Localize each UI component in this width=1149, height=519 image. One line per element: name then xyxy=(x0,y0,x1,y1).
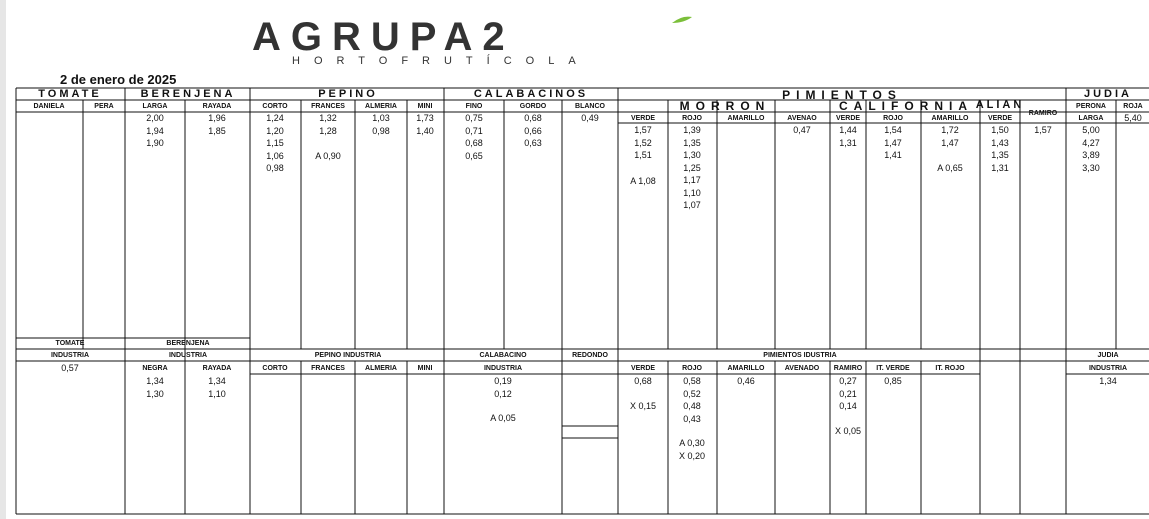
sub-morron-verde: VERDE xyxy=(630,115,656,122)
header-judia: JUDIA xyxy=(1083,88,1133,100)
ind-sub-judia: INDUSTRIA xyxy=(1088,365,1128,372)
value-pepino-frances: A 0,90 xyxy=(315,151,341,161)
ind-value-calabacino: A 0,05 xyxy=(490,413,516,423)
sub-california-amarillo: AMARILLO xyxy=(931,115,969,122)
ind-value-verde: X 0,15 xyxy=(629,401,657,411)
value-judia-perona: 4,27 xyxy=(1082,137,1100,148)
value-pepino-corto: 1,24 xyxy=(266,113,284,123)
value-judia-roja: 5,40 xyxy=(1124,113,1142,123)
value-california-verde: 1,44 xyxy=(839,125,857,135)
value-calabacin-gordo: 0,68 xyxy=(524,113,542,123)
ind-value-verde: 0,68 xyxy=(634,376,652,386)
ind-sub-itverde: IT. VERDE xyxy=(876,365,910,372)
value-morron-verde: 1,51 xyxy=(634,150,652,160)
value-alian-verde: 1,35 xyxy=(991,150,1009,160)
ind-sub-avenao: AVENADO xyxy=(784,365,820,372)
ind-calabacino-title: CALABACINO xyxy=(479,352,527,359)
sub-blanco: BLANCO xyxy=(575,103,605,110)
value-morron-rojo: 1,25 xyxy=(683,162,701,173)
value-pepino-almeria: 1,03 xyxy=(372,113,390,123)
value-california-amarillo: A 0,65 xyxy=(937,163,963,173)
sub-perona: PERONA xyxy=(1076,103,1106,110)
sub-california-rojo: ROJO xyxy=(883,115,903,122)
sub-almeria: ALMERIA xyxy=(365,103,397,110)
value-berenjena-rayada: 1,85 xyxy=(208,125,226,136)
ind-sub-rojo: ROJO xyxy=(682,365,702,372)
value-ramiro: 1,57 xyxy=(1034,125,1052,135)
value-california-rojo: 1,47 xyxy=(884,137,902,148)
sub-judia-larga: LARGA xyxy=(1078,115,1104,122)
value-calabacin-fino: 0,65 xyxy=(465,150,483,161)
ind-sub-calabacino: INDUSTRIA xyxy=(483,365,523,372)
ind-value-rojo: A 0,30 xyxy=(679,438,705,448)
ind-value-amarillo: 0,46 xyxy=(737,376,755,386)
value-pepino-mini: 1,73 xyxy=(416,113,434,123)
value-calabacin-gordo: 0,66 xyxy=(524,125,542,136)
ind-value-calabacino: 0,12 xyxy=(494,388,512,399)
value-morron-verde: 1,57 xyxy=(634,125,652,135)
sub-morron-amarillo: AMARILLO xyxy=(727,115,765,122)
ind-value-itverde: 0,85 xyxy=(884,376,902,386)
value-morron-rojo: 1,10 xyxy=(683,187,701,198)
ind-value-rayada: 1,10 xyxy=(208,388,226,399)
ind-berenjena-title: BERENJENA xyxy=(166,340,210,347)
ind-pimientos-title: PIMIENTOS IDUSTRIA xyxy=(763,352,837,359)
sub-rayada: RAYADA xyxy=(202,103,232,110)
ind-value-rojo: X 0,20 xyxy=(678,451,706,461)
value-judia-perona: 3,89 xyxy=(1082,150,1100,160)
sub-alian-verde: VERDE xyxy=(987,115,1013,122)
sub-california-verde: VERDE xyxy=(835,115,861,122)
ind-value-rayada: 1,34 xyxy=(208,376,226,386)
value-morron-rojo: 1,07 xyxy=(683,200,701,210)
value-berenjena-larga: 1,94 xyxy=(146,125,164,136)
ind-sub-itrojo: IT. ROJO xyxy=(935,365,965,372)
value-pepino-corto: 1,20 xyxy=(266,125,284,136)
value-morron-rojo: 1,35 xyxy=(683,137,701,148)
sub-pera: PERA xyxy=(94,103,114,110)
value-morron-verde: A 1,08 xyxy=(630,176,656,186)
ind-value-ramiro: 0,21 xyxy=(839,388,857,399)
value-pepino-mini: 1,40 xyxy=(416,125,434,136)
value-morron-rojo: 1,17 xyxy=(683,175,701,185)
report-date: 2 de enero de 2025 xyxy=(60,72,177,87)
header-alian: ALIAN xyxy=(975,99,1025,111)
ind-value-negra: 1,34 xyxy=(146,376,164,386)
ind-sub-verde: VERDE xyxy=(630,365,656,372)
sub-mini: MINI xyxy=(417,103,433,110)
value-california-amarillo: 1,47 xyxy=(941,137,959,148)
ind-tomate-title: TOMATE xyxy=(55,340,85,347)
value-morron-rojo: 1,39 xyxy=(683,125,701,135)
value-california-amarillo: 1,72 xyxy=(941,125,959,135)
ind-value-ramiro: X 0,05 xyxy=(834,426,862,436)
ind-sub-ramiro: RAMIRO xyxy=(833,365,863,372)
ind-sub-corto: CORTO xyxy=(262,365,288,372)
value-judia-perona: 3,30 xyxy=(1082,162,1100,173)
ind-value-negra: 1,30 xyxy=(146,388,164,399)
header-pimientos: PIMIENTOS xyxy=(782,88,902,102)
sub-morron-rojo: ROJO xyxy=(682,115,702,122)
sub-morron-avenao: AVENAO xyxy=(787,115,817,122)
value-california-rojo: 1,54 xyxy=(884,125,902,135)
value-calabacin-gordo: 0,63 xyxy=(524,138,542,148)
ind-value-rojo: 0,58 xyxy=(683,376,701,386)
value-california-verde: 1,31 xyxy=(839,137,857,148)
value-berenjena-larga: 2,00 xyxy=(146,113,164,123)
ind-value-judia: 1,34 xyxy=(1099,376,1117,386)
sub-frances: FRANCES xyxy=(311,103,345,110)
value-morron-rojo: 1,30 xyxy=(683,150,701,160)
header-morron: MORRON xyxy=(679,99,771,113)
ind-sub-frances: FRANCES xyxy=(311,365,345,372)
sub-larga: LARGA xyxy=(142,103,168,110)
ind-value-rojo: 0,43 xyxy=(683,413,701,424)
ind-judia-title: JUDIA xyxy=(1097,352,1119,359)
sub-roja: ROJA xyxy=(1123,103,1143,110)
value-pepino-frances: 1,28 xyxy=(319,125,337,136)
ind-sub-almeria: ALMERIA xyxy=(365,365,397,372)
value-alian-verde: 1,50 xyxy=(991,125,1009,135)
ind-tomate-sub: INDUSTRIA xyxy=(50,352,90,359)
value-morron-avenao: 0,47 xyxy=(793,125,811,135)
value-pepino-almeria: 0,98 xyxy=(372,125,390,136)
header-calabacinos: CALABACINOS xyxy=(473,88,589,100)
value-alian-verde: 1,31 xyxy=(991,162,1009,173)
ind-sub-rayada: RAYADA xyxy=(202,365,232,372)
header-california: CALIFORNIA xyxy=(839,99,973,113)
ind-value-tomate: 0,57 xyxy=(61,363,79,373)
sub-corto: CORTO xyxy=(262,103,288,110)
value-judia-perona: 5,00 xyxy=(1082,125,1100,135)
ind-sub-mini: MINI xyxy=(417,365,433,372)
sub-gordo: GORDO xyxy=(519,103,547,110)
ind-sub-amarillo: AMARILLO xyxy=(727,365,765,372)
value-pepino-frances: 1,32 xyxy=(319,113,337,123)
ind-value-rojo: 0,52 xyxy=(683,388,701,399)
logo-subtitle: HORTOFRUTÍCOLA xyxy=(292,55,590,66)
logo-wordmark: AGRUPA2 xyxy=(252,15,515,59)
value-calabacin-fino: 0,75 xyxy=(465,113,483,123)
ind-sub-negra: NEGRA xyxy=(142,365,168,372)
ind-value-ramiro: 0,27 xyxy=(839,376,857,386)
value-berenjena-larga: 1,90 xyxy=(146,138,164,148)
sub-daniela: DANIELA xyxy=(33,103,65,110)
ind-pepino-title: PEPINO INDUSTRIA xyxy=(314,352,382,359)
sub-fino: FINO xyxy=(465,103,483,110)
ind-value-calabacino: 0,19 xyxy=(494,376,512,386)
ind-berenjena-sub: INDUSTRIA xyxy=(168,352,208,359)
value-alian-verde: 1,43 xyxy=(991,137,1009,148)
value-calabacin-blanco: 0,49 xyxy=(581,113,599,123)
header-tomate: TOMATE xyxy=(38,88,102,100)
value-pepino-corto: 1,06 xyxy=(266,150,284,161)
ind-value-ramiro: 0,14 xyxy=(839,401,857,411)
value-calabacin-fino: 0,68 xyxy=(465,138,483,148)
value-berenjena-rayada: 1,96 xyxy=(208,113,226,123)
ind-value-rojo: 0,48 xyxy=(683,401,701,411)
header-berenjena: BERENJENA xyxy=(140,88,236,100)
value-calabacin-fino: 0,71 xyxy=(465,125,483,136)
value-california-rojo: 1,41 xyxy=(884,150,902,160)
header-ramiro: RAMIRO xyxy=(1028,110,1058,117)
header-pepino: PEPINO xyxy=(318,88,378,100)
value-morron-verde: 1,52 xyxy=(634,137,652,148)
value-pepino-corto: 1,15 xyxy=(266,138,284,148)
value-pepino-corto: 0,98 xyxy=(266,163,284,173)
ind-redondo-title: REDONDO xyxy=(572,352,608,359)
